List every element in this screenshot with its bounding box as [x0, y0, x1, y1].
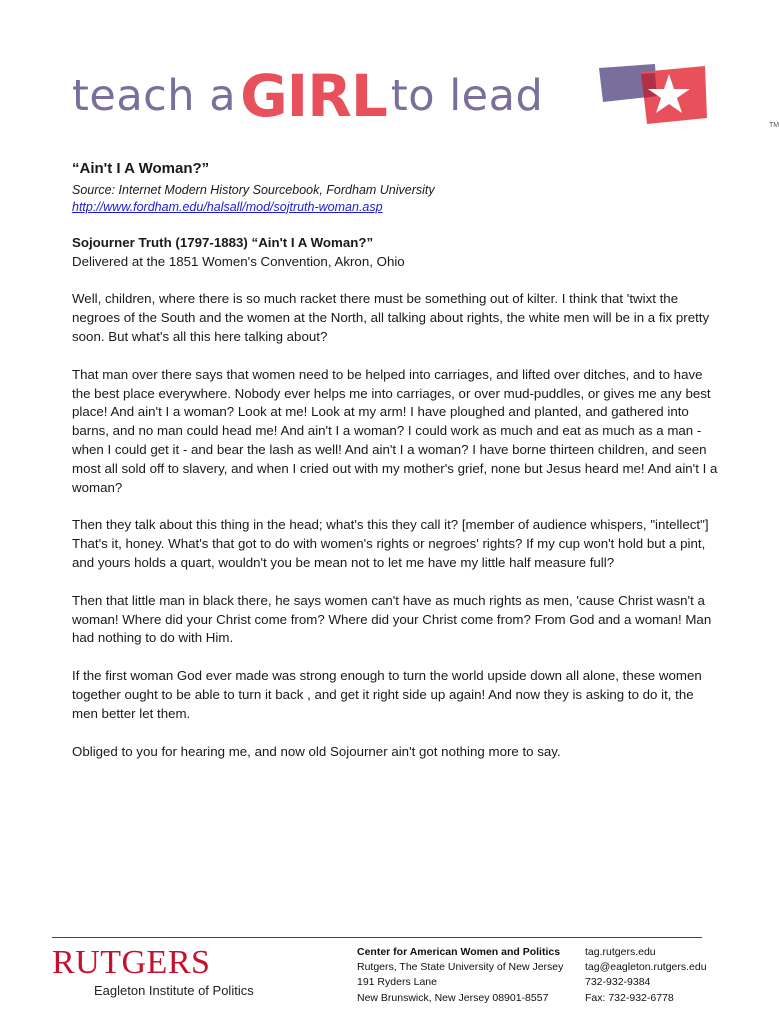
email-text: tag@eagleton.rutgers.edu: [585, 961, 707, 974]
document-body: [72, 160, 722, 761]
center-address-block: [357, 945, 563, 1006]
paragraph: Well, children, where there is so much racket there must be something out of kilter. I think that 'twixt the negroes of the South and the women at the North, all talking about rights, the white men will be in a fix pretty soon. But what's all this here talking about?: [72, 291, 710, 344]
logo-wordmark: [72, 58, 543, 134]
paragraph: Obliged to you for hearing me, and now old Sojourner ain't got nothing more to say.: [72, 743, 561, 759]
address-line: Rutgers, The State University of New Jersey: [357, 961, 564, 974]
center-name: Center for American Women and Politics: [357, 946, 561, 958]
contact-block: [585, 945, 707, 1006]
address-line: New Brunswick, New Jersey 08901-8557: [357, 991, 549, 1004]
fax-text: Fax: 732-932-6778: [585, 991, 674, 1004]
paragraph: Then that little man in black there, he says women can't have as much rights as men, 'cause Christ wasn't a woman! Where did your Christ come from? Where did your Christ come from? From God and a woman! Man had nothing to do with Him.: [72, 592, 712, 646]
rutgers-logo: RUTGERS: [52, 944, 211, 981]
source-link[interactable]: http://www.fordham.edu/halsall/mod/sojtruth-woman.asp: [72, 199, 383, 214]
header-logo: [72, 58, 779, 134]
logo-text-girl: GIRL: [240, 62, 387, 130]
source-citation: Source: Internet Modern History Sourcebook, Fordham University: [72, 182, 435, 197]
paragraph: That man over there says that women need to be helped into carriages, and lifted over ditches, and to have the best place everywhere. Nobody ever helps me into carriages, or over mud-puddles, or gives me any best place! And ain't I a woman? Look at me! Look at my arm! I have ploughed and planted, and gathered into barns, and no man could head me! And ain't I a woman? I could work as much and eat as much as a man - when I could get it - and bear the lash as well! And ain't I a woman? I have borne thirteen children, and seen most all sold off to slavery, and when I cried out with my mother's grief, none but Jesus heard me! And ain't I a woman?: [72, 366, 718, 495]
address-line: 191 Ryders Lane: [357, 976, 437, 989]
speech-heading: Sojourner Truth (1797-1883) “Ain't I A Woman?”: [72, 234, 374, 250]
document-title: “Ain't I A Woman?”: [72, 160, 210, 177]
trademark-mark: TM: [769, 122, 779, 129]
flag-star-icon: [597, 62, 709, 126]
speech-subheading: Delivered at the 1851 Women's Convention, Akron, Ohio: [72, 253, 405, 269]
website-text: tag.rutgers.edu: [585, 946, 656, 958]
logo-text-teach-a: teach a: [72, 71, 237, 121]
paragraph: Then they talk about this thing in the head; what's this they call it? [member of audience whispers, "intellect"] That's it, honey. What's that got to do with women's rights or negroes' rights? If my cup won't hold but a pint, and yours holds a quart, wouldn't you be mean not to let me have my little half measure full?: [72, 517, 709, 570]
eagleton-institute-label: Eagleton Institute of Politics: [94, 983, 254, 998]
paragraph: If the first woman God ever made was strong enough to turn the world upside down all alone, these women together ought to be able to turn it back , and get it right side up again! And now they is asking to do it, the men better let them.: [72, 668, 702, 721]
phone-text: 732-932-9384: [585, 976, 651, 989]
footer-divider: [52, 937, 702, 938]
logo-text-to-lead: to lead: [390, 71, 544, 121]
